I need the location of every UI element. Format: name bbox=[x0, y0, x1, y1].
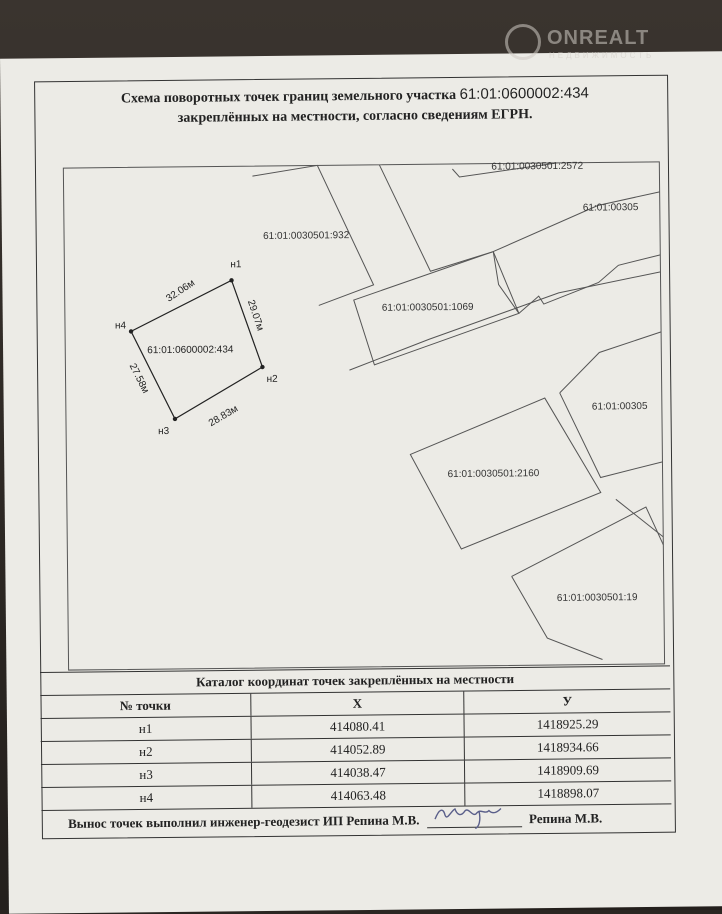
title-line1: Схема поворотных точек границ земельного участка bbox=[120, 87, 457, 107]
cell-y: 1418925.29 bbox=[536, 716, 599, 732]
parcel-label-00305: 61:01:00305 bbox=[582, 202, 639, 214]
cell-x: 414038.47 bbox=[252, 761, 465, 785]
catalog-title: Каталог координат точек закреплённых на местности bbox=[40, 665, 670, 696]
header-x: X bbox=[251, 692, 464, 716]
parcel-outline-191-edge bbox=[616, 499, 663, 537]
point-label-n2: н2 bbox=[266, 373, 278, 385]
point-label-n3: н3 bbox=[158, 425, 170, 438]
parcel-label-191: 61:01:0030501:19 bbox=[556, 592, 638, 604]
footer-text: Вынос точек выполнил инженер-геодезист ИП Репина М.В. bbox=[68, 812, 420, 831]
cell-x: 414063.48 bbox=[252, 784, 465, 808]
signature-icon bbox=[427, 800, 522, 829]
cell-y: 1418934.66 bbox=[536, 739, 599, 755]
title-line2: закреплённых на местности, согласно сведениям ЕГРН. bbox=[177, 107, 533, 126]
footer-name: Репина М.В. bbox=[528, 810, 603, 827]
title-cadastral-number: 61:01:0600002:434 bbox=[459, 84, 589, 103]
watermark-brand: ONREALT bbox=[547, 27, 650, 49]
cell-x: 414052.89 bbox=[252, 738, 465, 762]
parcel-outline-mid bbox=[348, 272, 661, 370]
cell-y: 1418898.07 bbox=[537, 785, 600, 801]
edge-label-n4-n1: 32.06м bbox=[164, 277, 197, 305]
main-parcel-label: 61:01:0600002:434 bbox=[147, 344, 234, 357]
parcel-outline-00308-top bbox=[559, 332, 662, 393]
edge-label-n1-n2: 29.07м bbox=[244, 298, 266, 333]
parcel-outline-191-bottom bbox=[512, 575, 603, 660]
watermark-tagline: НЕДВИЖИМОСТЬ bbox=[549, 51, 655, 60]
edge-label-n2-n3: 28.83м bbox=[206, 403, 241, 430]
cell-y: 1418909.69 bbox=[537, 762, 600, 778]
point-label-n4: н4 bbox=[114, 320, 127, 332]
parcel-outline-00305 bbox=[493, 192, 661, 252]
signature-line bbox=[427, 812, 522, 828]
parcel-outline-right bbox=[518, 255, 661, 313]
parcel-label-2572: 61:01:0030501:2572 bbox=[491, 160, 584, 173]
edge-label-n3-n4: 27.58м bbox=[126, 361, 151, 396]
cell-point: н3 bbox=[41, 763, 252, 787]
parcel-label-932: 61:01:0030501:932 bbox=[263, 230, 350, 243]
cell-x: 414080.41 bbox=[251, 715, 464, 739]
cell-point: н4 bbox=[41, 786, 252, 810]
parcel-outline-191-top bbox=[511, 507, 664, 577]
header-y: У bbox=[562, 693, 573, 709]
cell-point: н1 bbox=[40, 717, 251, 741]
coordinates-catalog bbox=[40, 665, 671, 811]
parcel-label-00308: 61:01:00305 bbox=[591, 400, 648, 413]
cell-point: н2 bbox=[41, 740, 252, 764]
point-marker-n1 bbox=[229, 278, 233, 282]
parcel-outline-upper bbox=[379, 163, 519, 314]
point-label-n1: н1 bbox=[230, 259, 242, 271]
header-point: № точки bbox=[40, 694, 251, 718]
parcel-label-2160: 61:01:0030501:2160 bbox=[447, 468, 540, 481]
parcel-label-1069: 61:01:0030501:1069 bbox=[381, 301, 474, 314]
point-marker-n4 bbox=[129, 329, 133, 333]
